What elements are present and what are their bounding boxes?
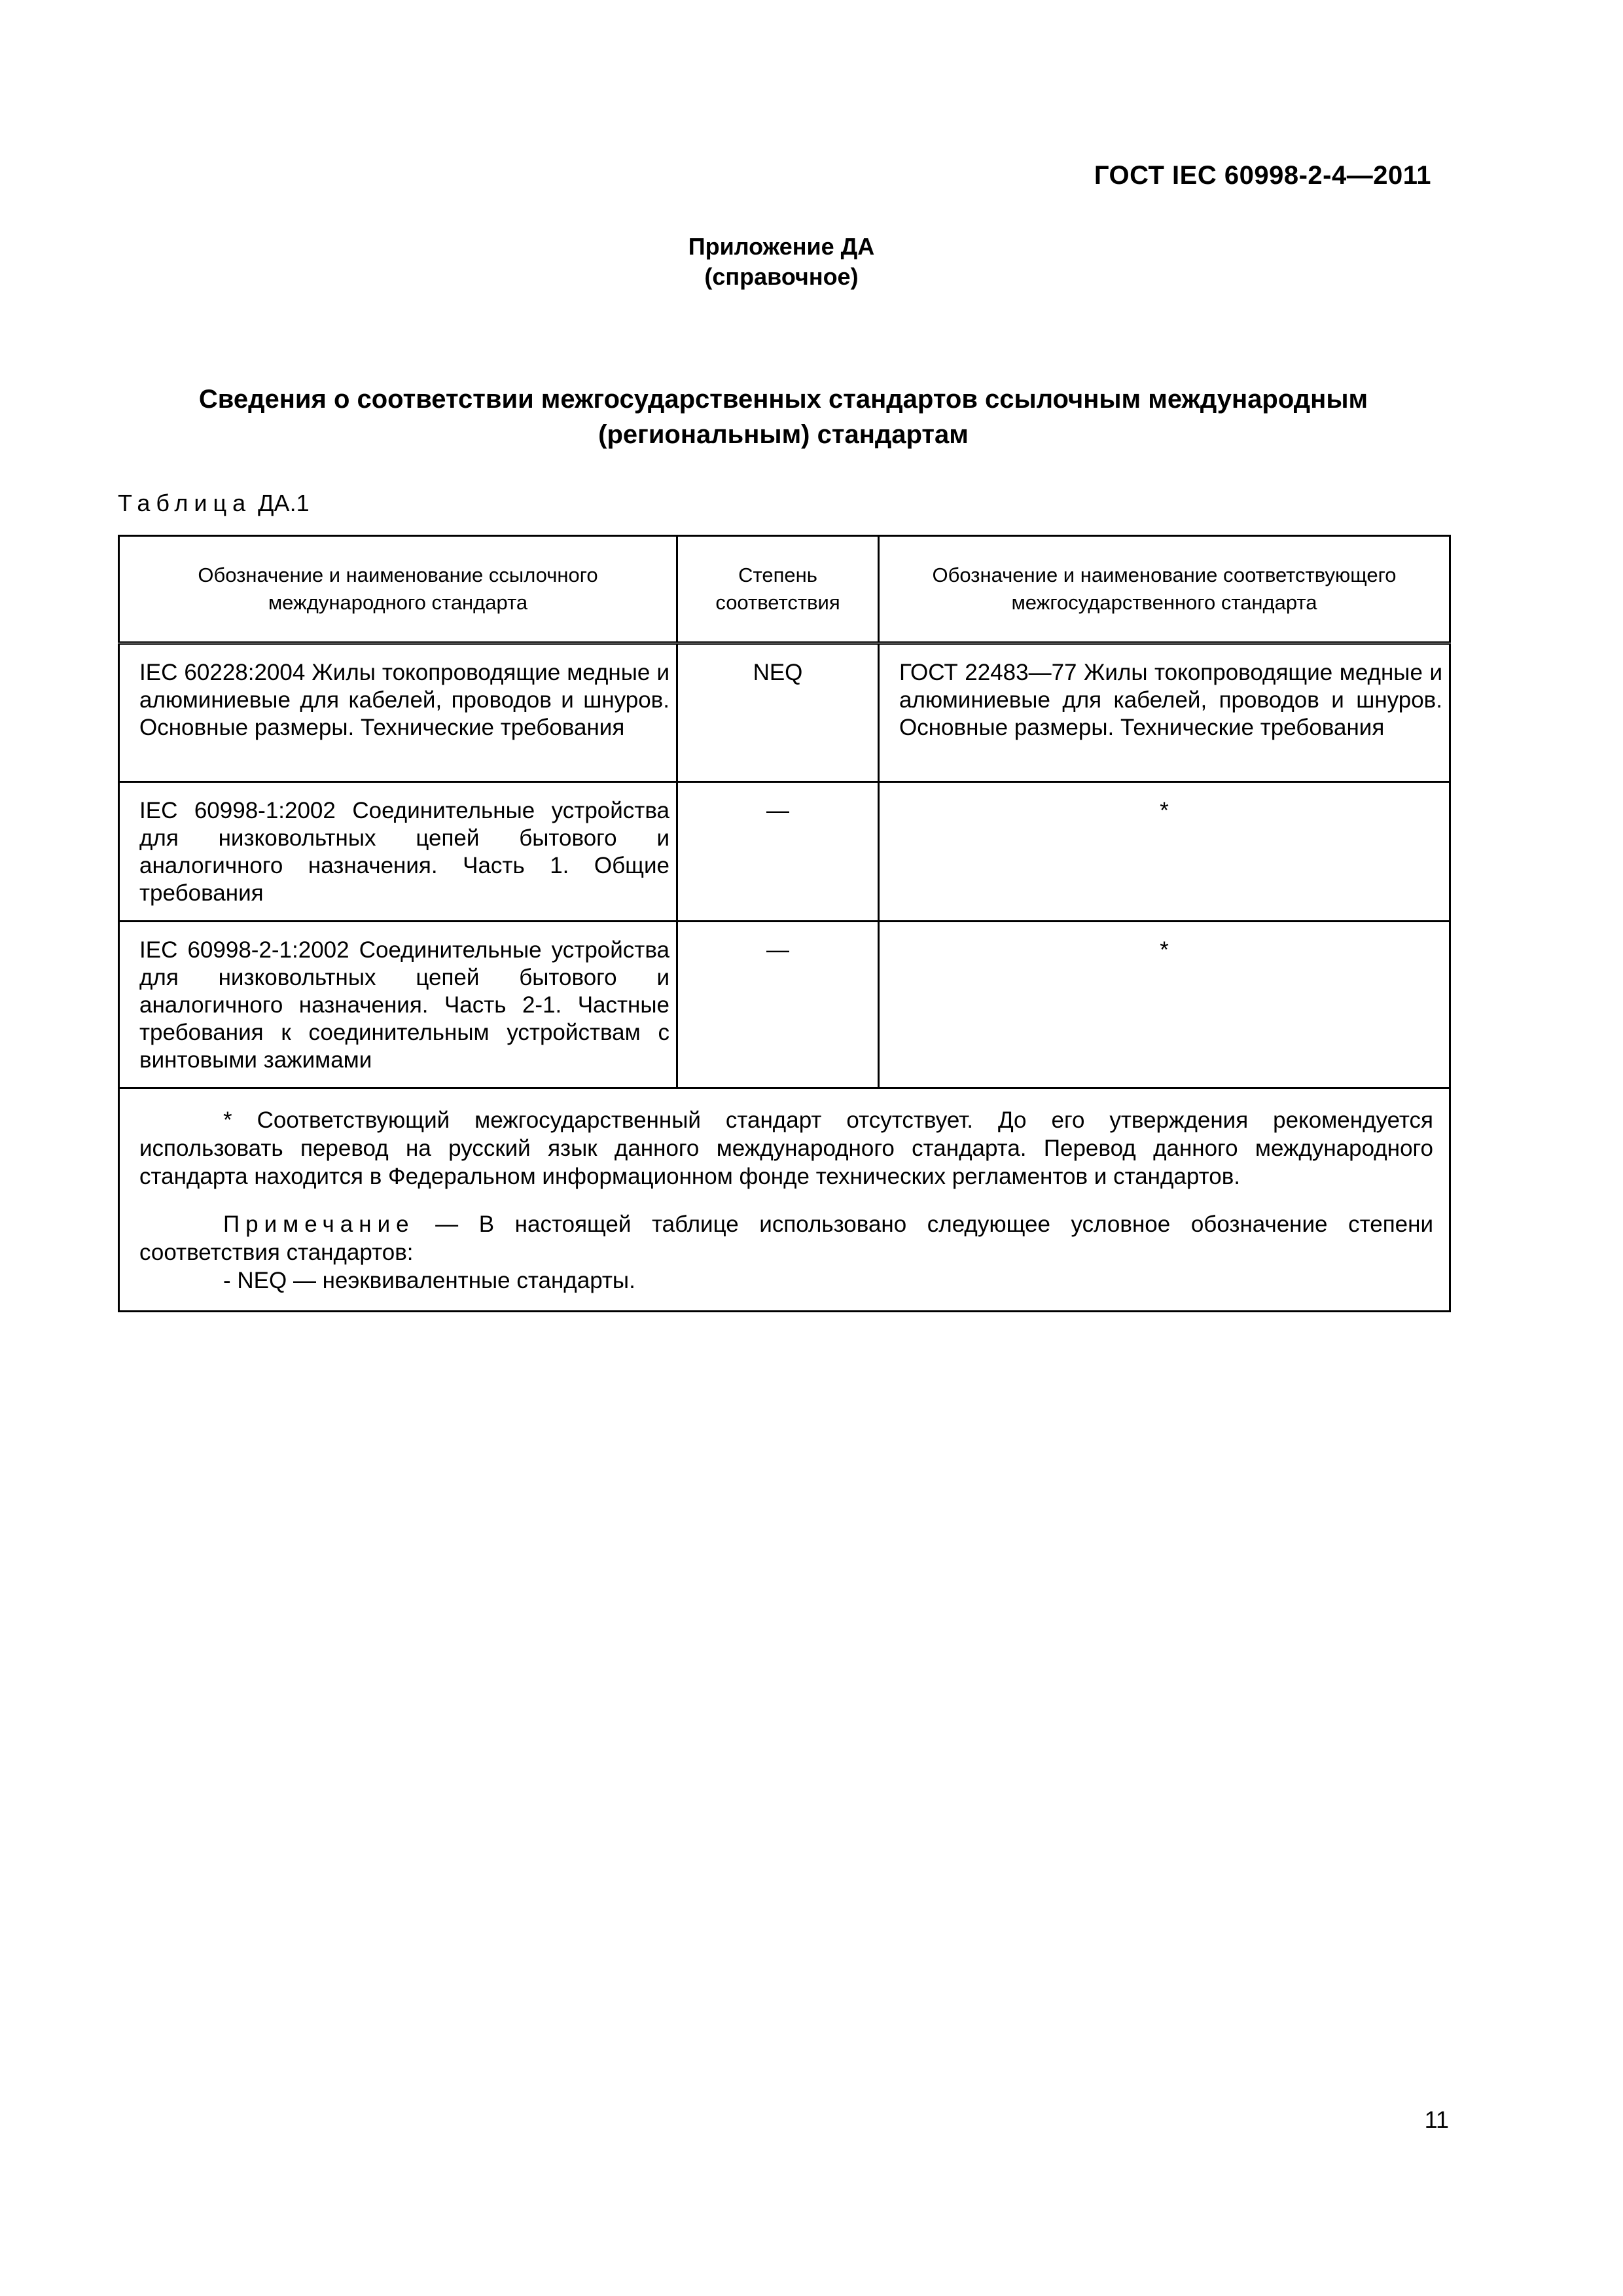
annex-heading <box>0 232 1563 292</box>
section-title <box>118 382 1449 452</box>
table-caption-word: Таблица <box>118 490 252 516</box>
header-degree-of-correspondence: Степень соответствия <box>677 536 879 643</box>
cell-degree: — <box>677 922 879 1088</box>
table-caption <box>118 490 310 517</box>
table-footer-row <box>119 1088 1450 1312</box>
section-title-line-2: (региональным) стандартам <box>598 420 969 449</box>
cell-international-standard: IEC 60998-1:2002 Соединительные устройства для низковольтных цепей бытового и аналогичного назначения. Часть 1. Общие требования <box>119 782 677 922</box>
cell-international-standard: IEC 60998-2-1:2002 Соединительные устройства для низковольтных цепей бытового и аналогичного назначения. Часть 2-1. Частные требования к соединительным устройствам с винтовыми зажимами <box>119 922 677 1088</box>
table-body <box>119 643 1450 1088</box>
cell-degree: — <box>677 782 879 922</box>
table-note <box>139 1210 1433 1266</box>
annex-title: Приложение ДА <box>688 233 875 260</box>
section-title-line-1: Сведения о соответствии межгосударственных стандартов ссылочным международным <box>198 385 1368 414</box>
note-label: Примечание <box>223 1211 415 1237</box>
table-header <box>119 536 1450 643</box>
cell-interstate-standard: * <box>879 922 1450 1088</box>
table-row <box>119 643 1450 782</box>
header-international-standard: Обозначение и наименование ссылочного международного стандарта <box>119 536 677 643</box>
table-row <box>119 782 1450 922</box>
cell-interstate-standard: ГОСТ 22483—77 Жилы токопроводящие медные и алюминиевые для кабелей, проводов и шнуров. Основные размеры. Технические требования <box>879 643 1450 782</box>
note-item: - NEQ — неэквивалентные стандарты. <box>223 1268 635 1293</box>
cell-degree: NEQ <box>677 643 879 782</box>
table-footnote: * Соответствующий межгосударственный стандарт отсутствует. До его утверждения рекомендуется использовать перевод на русский язык данного международного стандарта. Перевод данного международного стандарта находится в Федеральном информационном фонде технических регламентов и стандартов. <box>139 1107 1433 1189</box>
table-footer <box>119 1088 1450 1312</box>
table-notes-cell <box>119 1088 1450 1312</box>
table-row <box>119 922 1450 1088</box>
document-code: ГОСТ IEC 60998-2-4—2011 <box>1094 161 1431 190</box>
table-caption-number: ДА.1 <box>258 490 310 516</box>
table-header-row <box>119 536 1450 643</box>
correspondence-table <box>118 535 1451 1312</box>
note-text: — В настоящей таблице использовано следующее условное обозначение степени соответствия стандартов: <box>139 1211 1433 1265</box>
header-interstate-standard: Обозначение и наименование соответствующего межгосударственного стандарта <box>879 536 1450 643</box>
annex-subtitle: (справочное) <box>704 263 859 290</box>
cell-interstate-standard: * <box>879 782 1450 922</box>
page-number: 11 <box>1424 2106 1449 2133</box>
cell-international-standard: IEC 60228:2004 Жилы токопроводящие медные и алюминиевые для кабелей, проводов и шнуров. Основные размеры. Технические требования <box>119 643 677 782</box>
